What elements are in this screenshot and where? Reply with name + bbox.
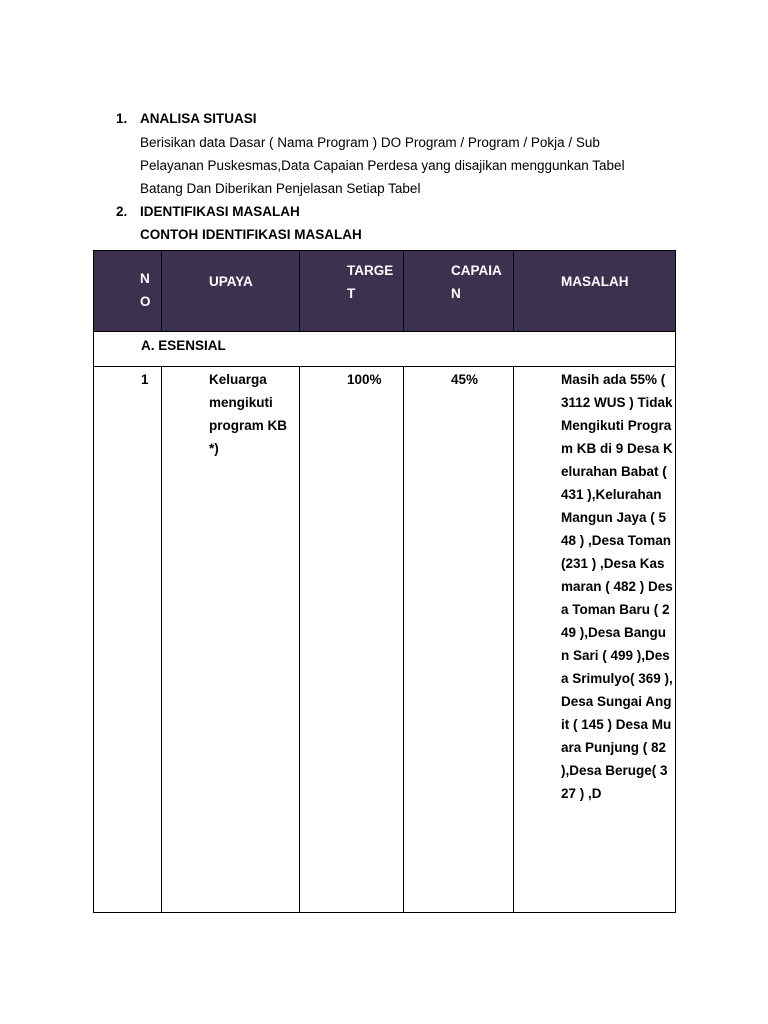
- cell-target: 100%: [300, 367, 404, 913]
- header-target: TARGET: [300, 251, 404, 332]
- section-title: ANALISA SITUASI: [140, 111, 257, 126]
- cell-upaya: Keluarga mengikuti program KB *): [162, 367, 300, 913]
- section-label: A. ESENSIAL: [141, 338, 226, 353]
- section-1-paragraph: [140, 131, 625, 200]
- problem-identification-table: [93, 250, 676, 913]
- header-capaian: CAPAIAN: [404, 251, 514, 332]
- section-number: 2.: [116, 204, 128, 219]
- section-label-cell: [94, 332, 676, 367]
- paragraph-line: Berisikan data Dasar ( Nama Program ) DO Program / Program / Pokja / Sub: [140, 135, 600, 150]
- header-upaya: UPAYA: [162, 251, 300, 332]
- cell-no: 1: [94, 367, 162, 913]
- paragraph-line: Batang Dan Diberikan Penjelasan Setiap Tabel: [140, 181, 421, 196]
- cell-masalah: Masih ada 55% ( 3112 WUS ) Tidak Mengikuti Program KB di 9 Desa Kelurahan Babat ( 431 ),Kelurahan Mangun Jaya ( 548 ) ,Desa Toman (231 ) ,Desa Kasmaran ( 482 ) Desa Toman Baru ( 249 ),Desa Bangun Sari ( 499 ),Desa Srimulyo( 369 ), Desa Sungai Angit ( 145 ) Desa Muara Punjung ( 82 ),Desa Beruge( 327 ) ,D: [514, 367, 676, 913]
- table-row: [94, 367, 676, 913]
- header-masalah: MASALAH: [514, 251, 676, 332]
- section-number: 1.: [116, 111, 128, 126]
- table-section-row: [94, 332, 676, 367]
- header-no: NO: [94, 251, 162, 332]
- table-header-row: [94, 251, 676, 332]
- section-title: IDENTIFIKASI MASALAH: [140, 204, 300, 219]
- paragraph-line: Pelayanan Puskesmas,Data Capaian Perdesa yang disajikan menggunkan Tabel: [140, 158, 625, 173]
- cell-capaian: 45%: [404, 367, 514, 913]
- section-2-subheading: CONTOH IDENTIFIKASI MASALAH: [140, 227, 362, 242]
